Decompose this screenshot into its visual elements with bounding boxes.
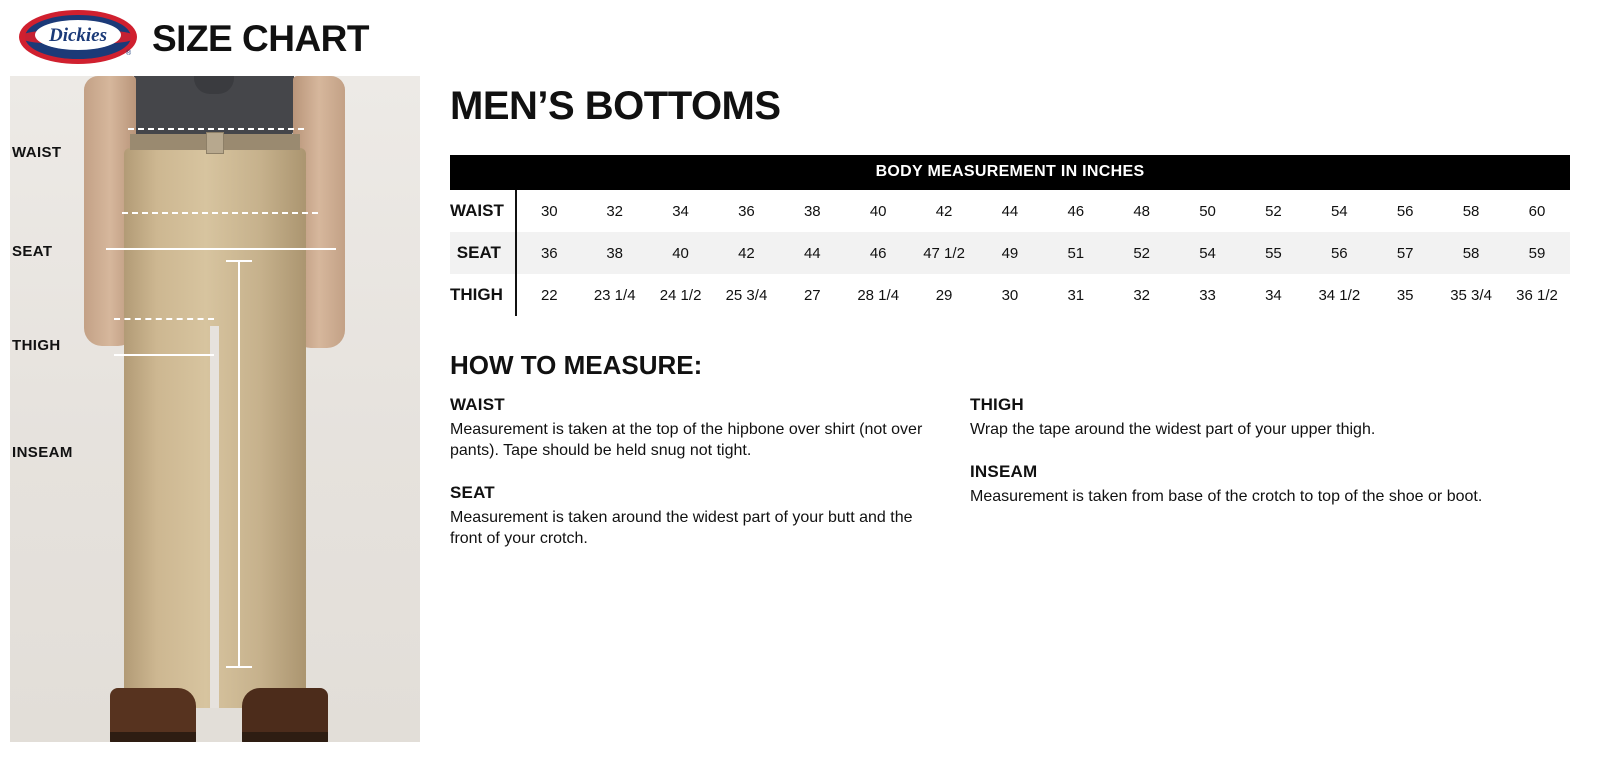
cell-waist-0: 30 xyxy=(540,202,558,220)
row-label-seat: SEAT xyxy=(450,232,516,274)
svg-text:®: ® xyxy=(126,50,132,57)
measurement-photo xyxy=(10,76,420,742)
inseam-measure-line xyxy=(238,260,240,666)
cell-waist-7: 44 xyxy=(1001,202,1019,220)
cell-thigh-4: 27 xyxy=(803,286,821,304)
cell-thigh-10: 33 xyxy=(1199,286,1216,304)
how-item-waist-title: WAIST xyxy=(450,395,505,414)
cell-waist-12: 54 xyxy=(1330,202,1348,220)
dickies-logo xyxy=(18,8,138,66)
cell-seat-1: 38 xyxy=(582,232,648,274)
cell-waist-4: 38 xyxy=(803,202,821,220)
cell-thigh-3: 25 3/4 xyxy=(725,286,768,304)
cell-waist-5: 40 xyxy=(869,202,887,220)
how-to-measure-title: HOW TO MEASURE: xyxy=(450,350,703,380)
row-label-thigh: THIGH xyxy=(450,274,516,316)
thigh-measure-line-solid xyxy=(114,354,214,356)
cell-waist-3: 36 xyxy=(738,202,755,220)
table-row xyxy=(450,274,1570,316)
section-title: MEN’S BOTTOMS xyxy=(450,84,781,128)
how-item-thigh-title: THIGH xyxy=(970,395,1024,414)
cell-thigh-13: 35 xyxy=(1396,286,1414,304)
cell-thigh-1: 23 1/4 xyxy=(593,286,636,304)
cell-seat-13: 57 xyxy=(1372,232,1438,274)
how-item-inseam xyxy=(970,462,1570,507)
figure-boot-right xyxy=(242,688,328,742)
seat-measure-line-dashed xyxy=(122,212,318,214)
cell-thigh-0: 22 xyxy=(540,286,558,304)
cell-seat-3: 42 xyxy=(714,232,780,274)
photo-label-thigh: THIGH xyxy=(12,337,61,354)
cell-waist-13: 56 xyxy=(1396,202,1414,220)
figure-buckle xyxy=(206,132,224,154)
cell-waist-14: 58 xyxy=(1462,202,1480,220)
seat-measure-line xyxy=(106,248,336,250)
cell-seat-6: 47 1/2 xyxy=(911,232,977,274)
cell-thigh-8: 31 xyxy=(1067,286,1085,304)
photo-label-waist: WAIST xyxy=(12,144,62,161)
figure-boot-left xyxy=(110,688,196,742)
cell-waist-15: 60 xyxy=(1528,202,1546,220)
cell-thigh-6: 29 xyxy=(935,286,953,304)
cell-seat-9: 52 xyxy=(1109,232,1175,274)
cell-waist-6: 42 xyxy=(935,202,953,220)
how-to-measure-grid xyxy=(450,395,1570,571)
cell-waist-2: 34 xyxy=(672,202,689,220)
how-item-waist-text: Measurement is taken at the top of the hipbone over shirt (not over pants). Tape should be held snug not tight. xyxy=(450,421,923,460)
inseam-tick-top xyxy=(226,260,252,262)
row-label-waist: WAIST xyxy=(450,190,516,232)
table-row xyxy=(450,190,1570,232)
cell-thigh-14: 35 3/4 xyxy=(1450,286,1492,304)
photo-label-seat: SEAT xyxy=(12,243,53,260)
cell-thigh-11: 34 xyxy=(1265,286,1282,304)
cell-seat-2: 40 xyxy=(648,232,714,274)
cell-seat-11: 55 xyxy=(1241,232,1307,274)
how-item-inseam-title: INSEAM xyxy=(970,462,1038,482)
cell-waist-10: 50 xyxy=(1199,202,1216,220)
cell-seat-12: 56 xyxy=(1306,232,1372,274)
cell-seat-4: 44 xyxy=(779,232,845,274)
cell-waist-11: 52 xyxy=(1265,202,1282,220)
cell-seat-10: 54 xyxy=(1175,232,1241,274)
table-banner-row xyxy=(450,155,1570,190)
cell-waist-1: 32 xyxy=(606,202,624,220)
inseam-tick-bottom xyxy=(226,666,252,668)
size-chart-table xyxy=(450,155,1570,316)
page-header xyxy=(0,0,1600,76)
how-item-seat-text: Measurement is taken around the widest part of your butt and the front of your crotch. xyxy=(450,509,913,548)
cell-thigh-7: 30 xyxy=(1001,286,1019,304)
photo-label-inseam: INSEAM xyxy=(12,444,73,461)
cell-seat-5: 46 xyxy=(845,232,911,274)
cell-thigh-9: 32 xyxy=(1133,286,1151,304)
cell-seat-8: 51 xyxy=(1043,232,1109,274)
how-item-seat xyxy=(450,483,970,549)
svg-text:Dickies: Dickies xyxy=(48,25,108,46)
cell-thigh-15: 36 1/2 xyxy=(1516,286,1558,304)
cell-seat-7: 49 xyxy=(977,232,1043,274)
cell-waist-8: 46 xyxy=(1067,202,1085,220)
cell-thigh-2: 24 1/2 xyxy=(659,286,702,304)
how-to-measure-left-column xyxy=(450,395,970,571)
main-content xyxy=(450,76,1590,571)
cell-seat-15: 59 xyxy=(1504,232,1570,274)
table-banner: BODY MEASUREMENT IN INCHES xyxy=(450,155,1570,190)
page-title: SIZE CHART xyxy=(152,18,369,59)
how-item-thigh-text: Wrap the tape around the widest part of your upper thigh. xyxy=(970,421,1376,438)
how-item-thigh xyxy=(970,395,1570,440)
how-item-inseam-text: Measurement is taken from base of the crotch to top of the shoe or boot. xyxy=(970,488,1483,506)
how-to-measure-right-column xyxy=(970,395,1570,571)
thigh-measure-line xyxy=(114,318,214,320)
how-item-waist xyxy=(450,395,970,461)
cell-waist-9: 48 xyxy=(1133,202,1151,220)
cell-seat-14: 58 xyxy=(1438,232,1504,274)
cell-thigh-12: 34 1/2 xyxy=(1318,286,1361,304)
figure-leg-split xyxy=(210,326,219,708)
how-item-seat-title: SEAT xyxy=(450,483,495,503)
cell-thigh-5: 28 1/4 xyxy=(857,286,900,304)
waist-measure-line xyxy=(128,128,304,130)
cell-seat-0: 36 xyxy=(516,232,582,274)
table-row xyxy=(450,232,1570,274)
